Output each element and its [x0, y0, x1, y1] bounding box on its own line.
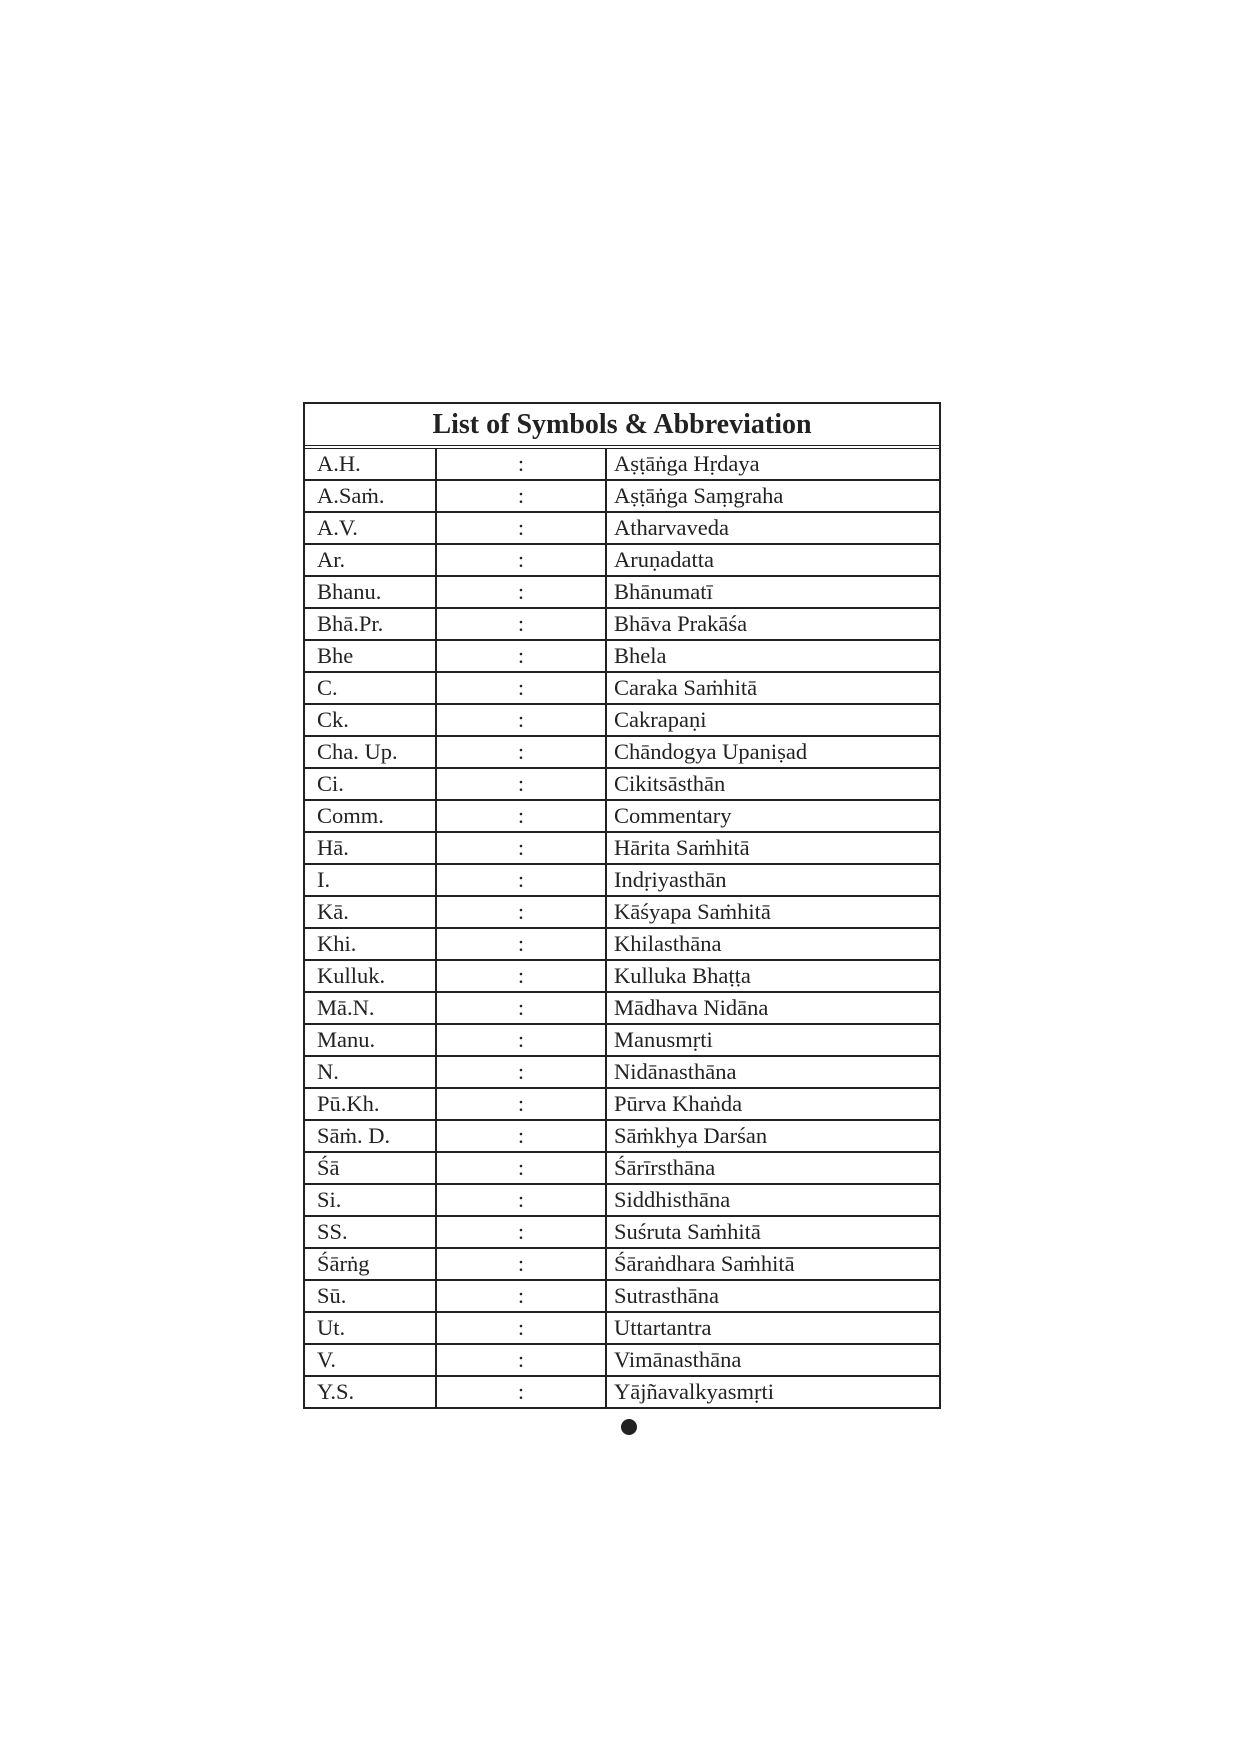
abbreviation-cell: Bhanu. — [305, 576, 436, 608]
full-form-cell: Aṣṭāṅga Hṛdaya — [606, 449, 939, 480]
separator-cell: : — [436, 960, 606, 992]
full-form-cell: Bhela — [606, 640, 939, 672]
separator-cell: : — [436, 768, 606, 800]
separator-cell: : — [436, 1056, 606, 1088]
table-row — [305, 1248, 939, 1280]
separator-cell: : — [436, 864, 606, 896]
abbreviation-cell: N. — [305, 1056, 436, 1088]
full-form-cell: Uttartantra — [606, 1312, 939, 1344]
table-row — [305, 1376, 939, 1407]
separator-cell: : — [436, 1024, 606, 1056]
abbreviation-table — [305, 449, 939, 1407]
separator-cell: : — [436, 832, 606, 864]
table-row — [305, 608, 939, 640]
separator-cell: : — [436, 800, 606, 832]
table-row — [305, 1280, 939, 1312]
filled-circle-icon — [621, 1419, 637, 1435]
separator-cell: : — [436, 512, 606, 544]
full-form-cell: Yājñavalkyasmṛti — [614, 1379, 774, 1404]
full-form-cell: Siddhisthāna — [606, 1184, 939, 1216]
separator-cell: : — [436, 1216, 606, 1248]
table-row — [305, 704, 939, 736]
abbreviation-cell: Ar. — [305, 544, 436, 576]
full-form-cell: Cikitsāsthān — [606, 768, 939, 800]
table-row — [305, 1344, 939, 1376]
separator-cell: : — [436, 640, 606, 672]
separator-cell: : — [436, 1088, 606, 1120]
separator-cell: : — [436, 1248, 606, 1280]
full-form-cell: Śāraṅdhara Saṁhitā — [606, 1248, 939, 1280]
full-form-cell: Nidānasthāna — [606, 1056, 939, 1088]
abbreviation-cell: Y.S. — [305, 1376, 436, 1407]
abbreviation-cell: Śā — [305, 1152, 436, 1184]
separator-cell: : — [436, 1184, 606, 1216]
full-form-cell: Caraka Saṁhitā — [606, 672, 939, 704]
full-form-cell: Aṣṭāṅga Saṃgraha — [606, 480, 939, 512]
separator-cell: : — [436, 1376, 606, 1407]
table-row — [305, 1152, 939, 1184]
abbreviation-cell: Ut. — [305, 1312, 436, 1344]
full-form-cell: Vimānasthāna — [606, 1344, 939, 1376]
table-row — [305, 768, 939, 800]
abbreviation-cell: Sū. — [305, 1280, 436, 1312]
abbreviation-cell: I. — [305, 864, 436, 896]
abbreviation-cell: Si. — [305, 1184, 436, 1216]
abbreviation-cell: Sāṁ. D. — [305, 1120, 436, 1152]
full-form-cell: Hārita Saṁhitā — [606, 832, 939, 864]
abbreviation-cell: A.Saṁ. — [305, 480, 436, 512]
separator-cell: : — [436, 1280, 606, 1312]
abbreviation-cell: Pū.Kh. — [305, 1088, 436, 1120]
table-row — [305, 832, 939, 864]
separator-cell: : — [436, 449, 606, 480]
table-row — [305, 480, 939, 512]
abbreviation-cell: Comm. — [305, 800, 436, 832]
table-row — [305, 449, 939, 480]
table-row — [305, 1120, 939, 1152]
table-row — [305, 992, 939, 1024]
table-row — [305, 1088, 939, 1120]
separator-cell: : — [436, 1312, 606, 1344]
separator-cell: : — [436, 896, 606, 928]
table-row — [305, 1312, 939, 1344]
full-form-cell: Suśruta Saṁhitā — [606, 1216, 939, 1248]
abbreviation-cell: Bhā.Pr. — [305, 608, 436, 640]
separator-cell: : — [436, 576, 606, 608]
full-form-cell: Kāśyapa Saṁhitā — [606, 896, 939, 928]
full-form-cell: Sutrasthāna — [606, 1280, 939, 1312]
abbreviation-cell: C. — [305, 672, 436, 704]
table-row — [305, 1056, 939, 1088]
abbreviation-cell: Cha. Up. — [305, 736, 436, 768]
table-row — [305, 1024, 939, 1056]
separator-cell: : — [436, 608, 606, 640]
full-form-cell: Bhāva Prakāśa — [606, 608, 939, 640]
abbreviation-cell: Kā. — [305, 896, 436, 928]
table-row — [305, 544, 939, 576]
table-row — [305, 672, 939, 704]
full-form-cell: Sāṁkhya Darśan — [606, 1120, 939, 1152]
separator-cell: : — [436, 992, 606, 1024]
full-form-cell: Mādhava Nidāna — [606, 992, 939, 1024]
abbreviation-cell: Kulluk. — [305, 960, 436, 992]
separator-cell: : — [436, 704, 606, 736]
separator-cell: : — [436, 1152, 606, 1184]
full-form-cell: Khilasthāna — [606, 928, 939, 960]
table-row — [305, 928, 939, 960]
table-row — [305, 1184, 939, 1216]
table-row — [305, 576, 939, 608]
table-row — [305, 1216, 939, 1248]
abbreviation-cell: A.V. — [305, 512, 436, 544]
table-row — [305, 512, 939, 544]
table-row — [305, 960, 939, 992]
separator-cell: : — [436, 672, 606, 704]
abbreviation-cell: Manu. — [305, 1024, 436, 1056]
full-form-cell: Aruṇadatta — [606, 544, 939, 576]
abbreviation-table-body — [305, 449, 939, 1407]
full-form-cell: Kulluka Bhaṭṭa — [606, 960, 939, 992]
separator-cell: : — [436, 1120, 606, 1152]
full-form-cell: Pūrva Khaṅda — [606, 1088, 939, 1120]
full-form-cell: Commentary — [606, 800, 939, 832]
table-row — [305, 864, 939, 896]
separator-cell: : — [436, 480, 606, 512]
full-form-cell: Manusmṛti — [606, 1024, 939, 1056]
full-form-cell: Chāndogya Upaniṣad — [606, 736, 939, 768]
abbreviation-cell: Ci. — [305, 768, 436, 800]
abbreviation-cell: Śārṅg — [305, 1248, 436, 1280]
abbreviation-cell: Hā. — [305, 832, 436, 864]
table-row — [305, 800, 939, 832]
separator-cell: : — [436, 1344, 606, 1376]
full-form-cell: Atharvaveda — [606, 512, 939, 544]
table-row — [305, 896, 939, 928]
full-form-cell: Śārīrsthāna — [606, 1152, 939, 1184]
separator-cell: : — [436, 544, 606, 576]
abbreviation-table-box — [303, 402, 941, 1409]
full-form-cell: Indṛiyasthān — [606, 864, 939, 896]
table-row — [305, 736, 939, 768]
full-form-cell: Cakrapaṇi — [606, 704, 939, 736]
abbreviation-cell: V. — [305, 1344, 436, 1376]
full-form-cell: Bhānumatī — [606, 576, 939, 608]
abbreviation-cell: Khi. — [305, 928, 436, 960]
abbreviation-cell: Bhe — [305, 640, 436, 672]
abbreviation-cell: SS. — [305, 1216, 436, 1248]
separator-cell: : — [436, 928, 606, 960]
separator-cell: : — [436, 736, 606, 768]
abbreviation-cell: Mā.N. — [305, 992, 436, 1024]
table-row — [305, 640, 939, 672]
abbreviation-cell: A.H. — [305, 449, 436, 480]
table-title: List of Symbols & Abbreviation — [305, 404, 939, 449]
abbreviation-cell: Ck. — [305, 704, 436, 736]
